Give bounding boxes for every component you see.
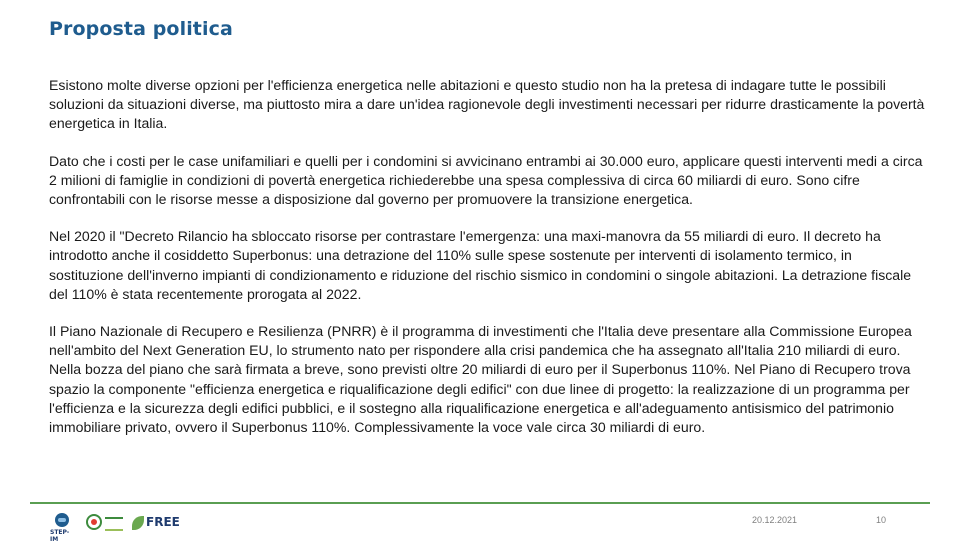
paragraph-costs: Dato che i costi per le case unifamiliari e quelli per i condomini si avvicinano entrambi ai 30.000 euro, applicare questi interventi medi a circa 2 milioni di famiglie in condizioni di povertà energetica richiederebbe una spesa complessiva di circa 60 miliardi di euro. Sono cifre confrontabili con le risorse messe a disposizione dal governo per promuovere la transizione energetica. [49, 152, 923, 208]
stepim-logo-icon [55, 513, 69, 527]
partner-logo-icon [86, 514, 102, 530]
partner-logo [86, 514, 126, 534]
slide-title: Proposta politica [49, 18, 233, 40]
stepim-logo-label: STEP-IM [50, 529, 70, 543]
stepim-logo [48, 512, 76, 543]
paragraph-decreto-rilancio: Nel 2020 il "Decreto Rilancio ha sbloccato risorse per contrastare l'emergenza: una maxi-manovra da 55 miliardi di euro. Il decreto ha introdotto anche il cosiddetto Superbonus: una detrazione del 110% sulle spese sostenute per interventi di isolamento termico, in sostituzione dell'inverno impianti di condizionamento e riduzione del rischio sismico in condomini o singole abitazioni. La detrazione fiscale del 110% è stata recentemente prorogata al 2022. [49, 228, 912, 302]
paragraph-intro: Esistono molte diverse opzioni per l'efficienza energetica nelle abitazioni e questo studio non ha la pretesa di indagare tutte le possibili soluzioni da situazioni diverse, ma piuttosto mira a dare un'idea ragionevole degli investimenti necessari per ridurre drasticamente la povertà energetica in Italia. [49, 77, 925, 132]
slide-body [49, 76, 929, 455]
free-logo [132, 514, 178, 536]
leaf-icon [132, 516, 144, 530]
footer-date: 20.12.2021 [752, 515, 798, 525]
partner-logo-lines [105, 517, 123, 531]
paragraph-pnrr: Il Piano Nazionale di Recupero e Resilienza (PNRR) è il programma di investimenti che l'Italia deve presentare alla Commissione Europea nell'ambito del Next Generation EU, lo strumento nato per rispondere alla crisi pandemica che ha assegnato all'Italia 210 miliardi di euro. Nella bozza del piano che sarà firmata a breve, sono previsti oltre 20 miliardi di euro per il Superbonus 110%. Nel Piano di Recupero trova spazio la componente "efficienza energetica e riqualificazione degli edifici" con due linee di progetto: la realizzazione di un programma per l'efficienza e la sicurezza degli edifici pubblici, e il sostegno alla riqualificazione energetica e all'adeguamento antisismico del patrimonio immobiliare privato, ovvero il Superbonus 110%. Complessivamente la voce vale circa 30 miliardi di euro. [49, 323, 912, 436]
page-number: 10 [876, 515, 887, 525]
free-logo-label: FREE [146, 515, 180, 529]
footer-divider [30, 502, 930, 504]
